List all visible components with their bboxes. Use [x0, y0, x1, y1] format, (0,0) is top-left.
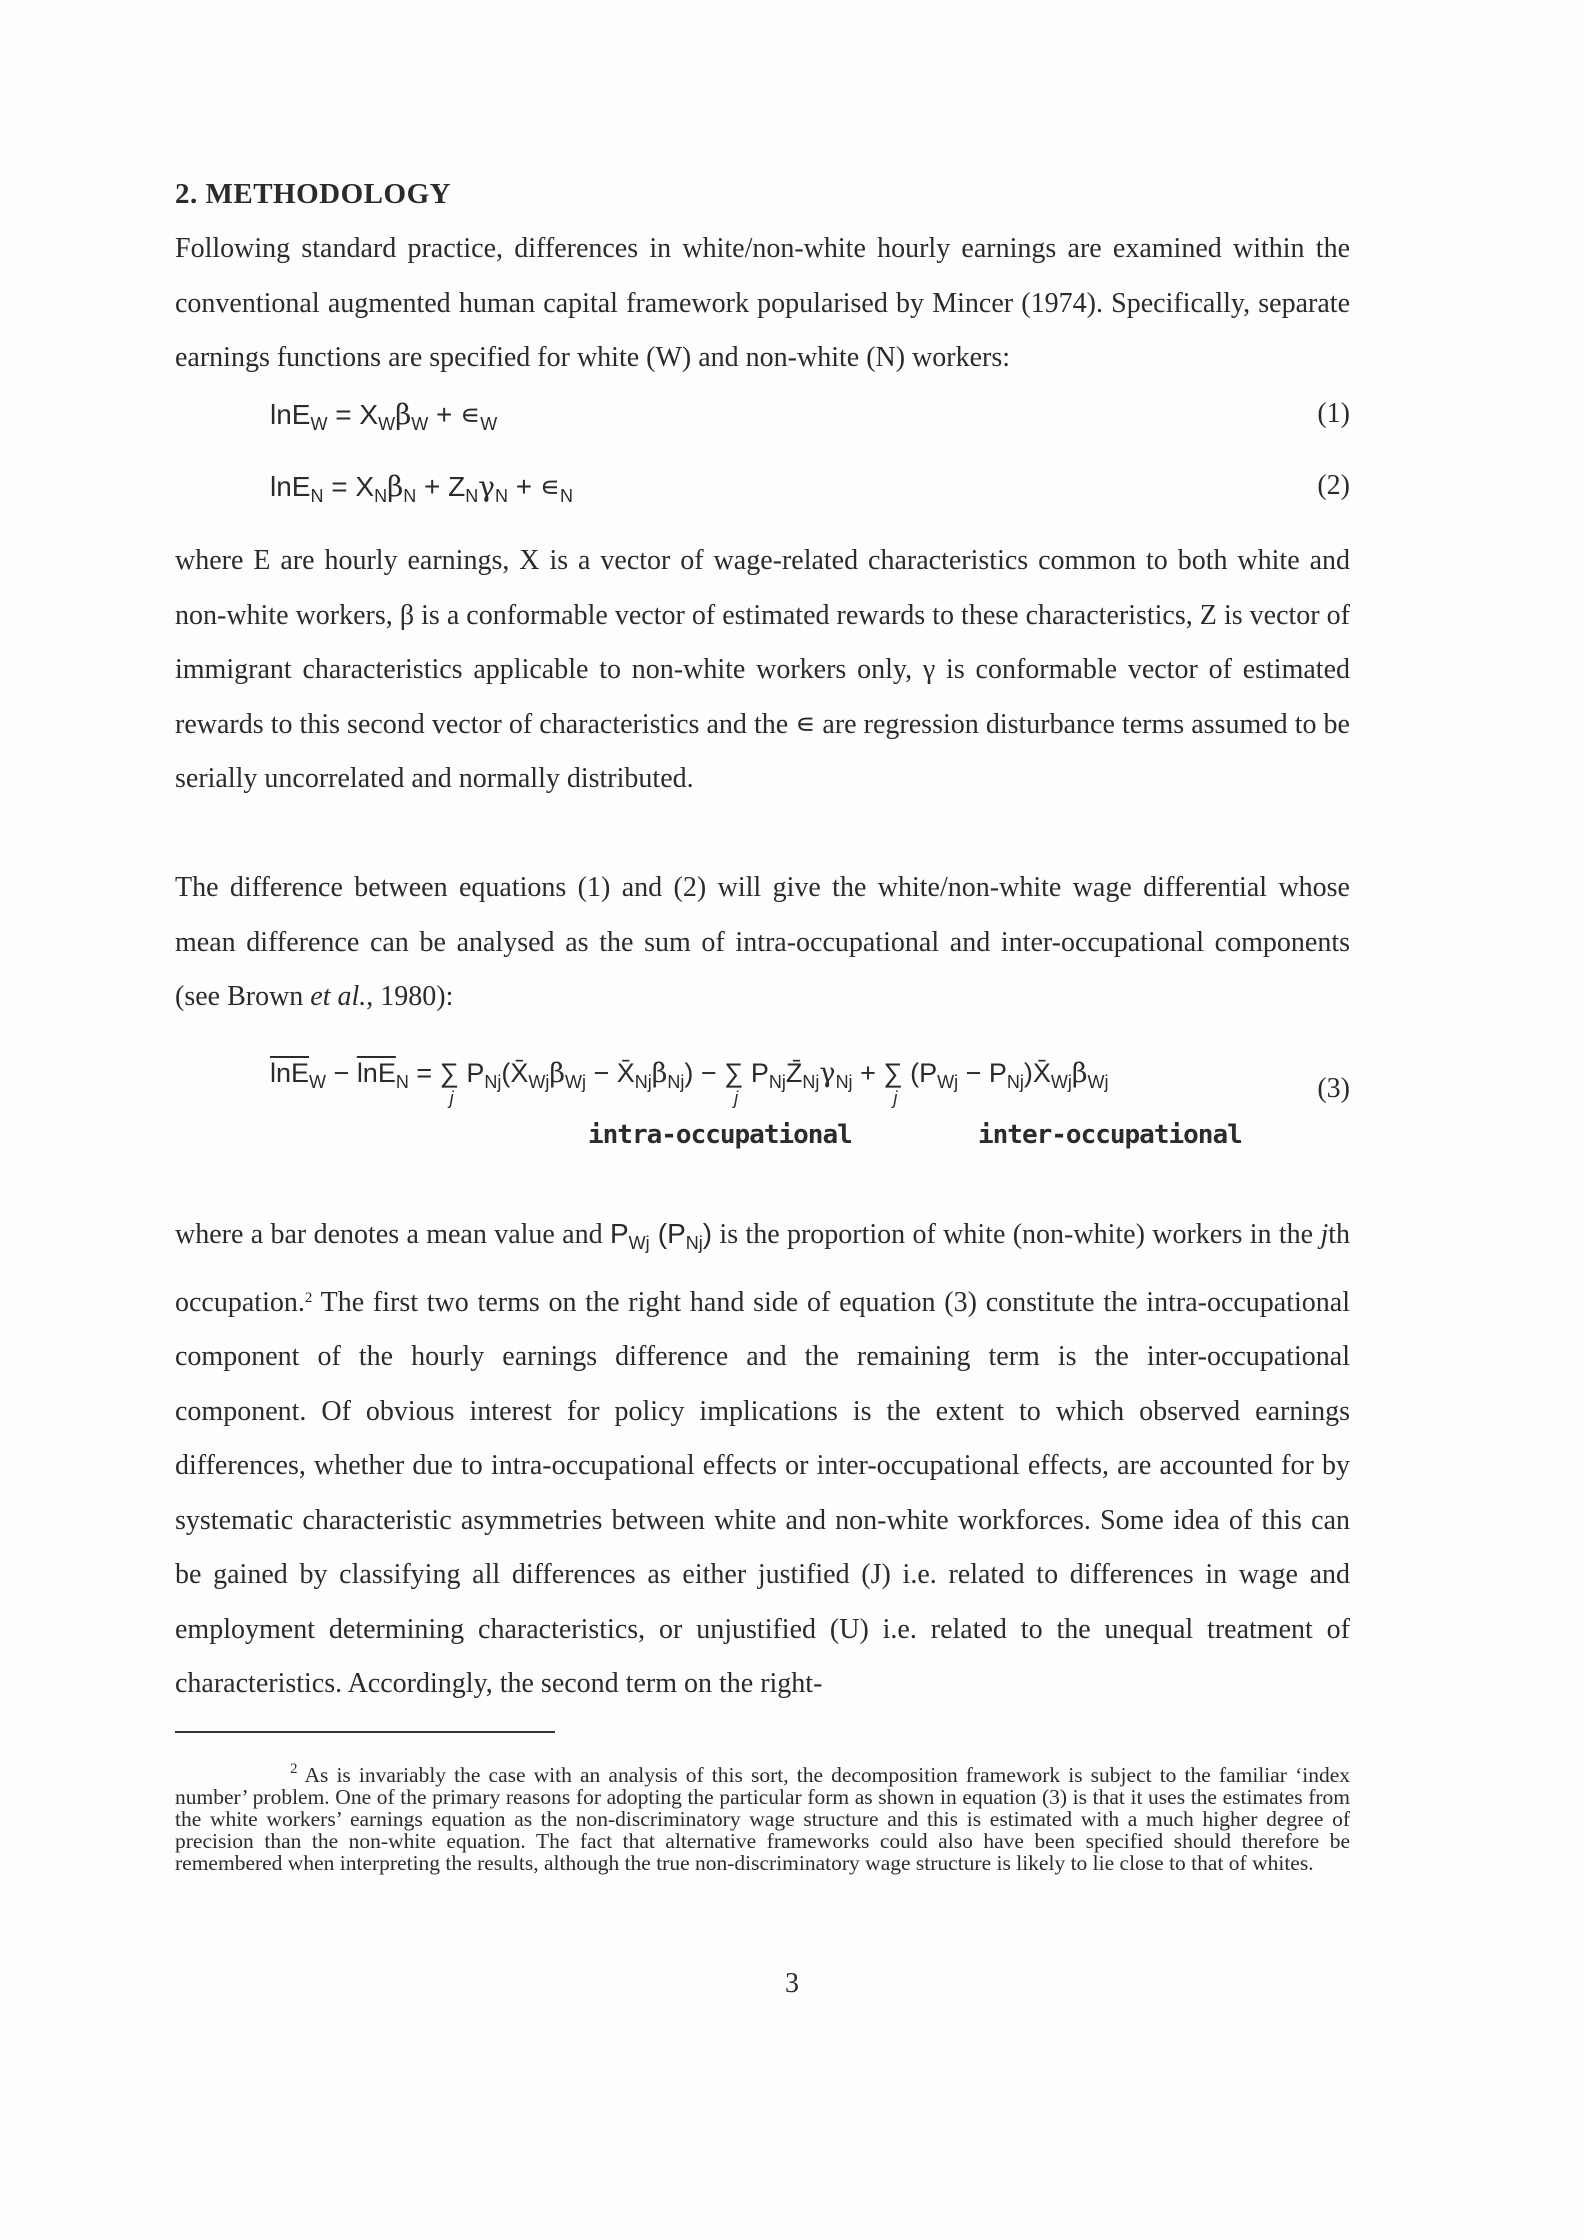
footnote-reference[interactable]: 2 — [304, 1289, 313, 1306]
label-intra-occupational: intra-occupational — [588, 1120, 852, 1150]
equation-3-expression: $\overline{lnE}_W - \overline{lnE}_N$ = ∑ j $P_{Nj}(X̄_{Wj}\beta_{Wj}$ − $X̄_{Nj}\beta_{Nj}$) − ∑ j $P_{Nj}Z̄_{Nj}\gamma_{Nj}$ + ∑ j ($P_{Wj}$ − $P_{Nj})X̄_{Wj}\beta_{Wj}$ — [270, 1058, 1109, 1108]
paragraph-definitions: where E are hourly earnings, X is a vector of wage-related characteristics common to both white and non-white workers, β is a conformable vector of estimated rewards to these characteristics, Z is vector of immigrant characteristics applicable to non-white workers only, γ is conformable vector of estimated rewards to this second vector of characteristics and the ∊ are regression disturbance terms assumed to be serially uncorrelated and normally distributed. — [175, 545, 1350, 794]
page-number: 3 — [785, 1968, 799, 1999]
footnote-text: As is invariably the case with an analysis of this sort, the decomposition framework is subject to the familiar ‘index number’ problem. One of the primary reasons for adopting the particular form as shown in equation (3) is that it uses the estimates from the white workers’ earnings equation as the non-discriminatory wage structure and this is estimated with a much higher degree of precision than the non-white equation. The fact that alternative frameworks could also have been specified should therefore be remembered when interpreting the results, although the true non-discriminatory wage structure is likely to lie close to that of whites. — [175, 1763, 1350, 1875]
proportion-symbol: $P_{Wj}$ $(P_{Nj})$ — [609, 1218, 713, 1253]
equation-3 — [270, 1058, 1350, 1168]
equation-2-number: (2) — [1317, 470, 1350, 501]
paragraph-interpretation-text-d: The first two terms on the right hand side of equation (3) constitute the intra-occupational component of the hourly earnings difference and the remaining term is the inter-occupational component. Of obvious interest for policy implications is the extent to which observed earnings differences, whether due to intra-occupational effects or inter-occupational effects, are accounted for by systematic characteristic asymmetries between white and non-white workforces. Some idea of this can be gained by classifying all differences as either justified (J) i.e. related to differences in wage and employment determining characteristics, or unjustified (U) i.e. related to the unequal treatment of characteristics. Accordingly, the second term on the right- — [175, 1286, 1350, 1699]
citation-etal: et al. — [310, 981, 367, 1012]
footnote-divider — [175, 1731, 555, 1733]
footnote-mark: 2 — [290, 1761, 298, 1777]
equation-2 — [270, 470, 1350, 520]
equation-1-expression: $\ln E_W = X_W\beta_W$ + $∊_W$ — [270, 398, 498, 434]
equation-2-expression: $\ln E_N = X_N\beta_N + Z_N\gamma_N$ + $∊_N$ — [270, 470, 574, 506]
paragraph-decomposition-text: The difference between equations (1) and (2) will give the white/non-white wage differential whose mean difference can be analysed as the sum of intra-occupational and inter-occupational components (see Brown — [175, 872, 1350, 1012]
equation-1 — [270, 398, 1350, 448]
paragraph-intro: Following standard practice, differences in white/non-white hourly earnings are examined within the conventional augmented human capital framework popularised by Mincer (1974). Specifically, separate earnings functions are specified for white (W) and non-white (N) workers: — [175, 233, 1350, 373]
label-inter-occupational: inter-occupational — [978, 1120, 1242, 1150]
jth-italic: j — [1320, 1219, 1329, 1250]
paragraph-decomposition-year: , 1980): — [366, 981, 454, 1012]
equation-1-number: (1) — [1317, 398, 1350, 429]
equation-3-number: (3) — [1317, 1073, 1350, 1104]
paragraph-interpretation — [175, 1207, 1350, 1712]
paragraph-interpretation-text-a: where a bar denotes a mean value and — [175, 1219, 610, 1250]
paragraph-decomposition — [175, 861, 1350, 1025]
section-heading: 2. METHODOLOGY — [175, 178, 452, 210]
paragraph-interpretation-text-c: th occupation. — [175, 1219, 1350, 1318]
footnote — [175, 1758, 1350, 1874]
paragraph-interpretation-text-b: is the proportion of white (non-white) workers in the — [712, 1219, 1321, 1250]
